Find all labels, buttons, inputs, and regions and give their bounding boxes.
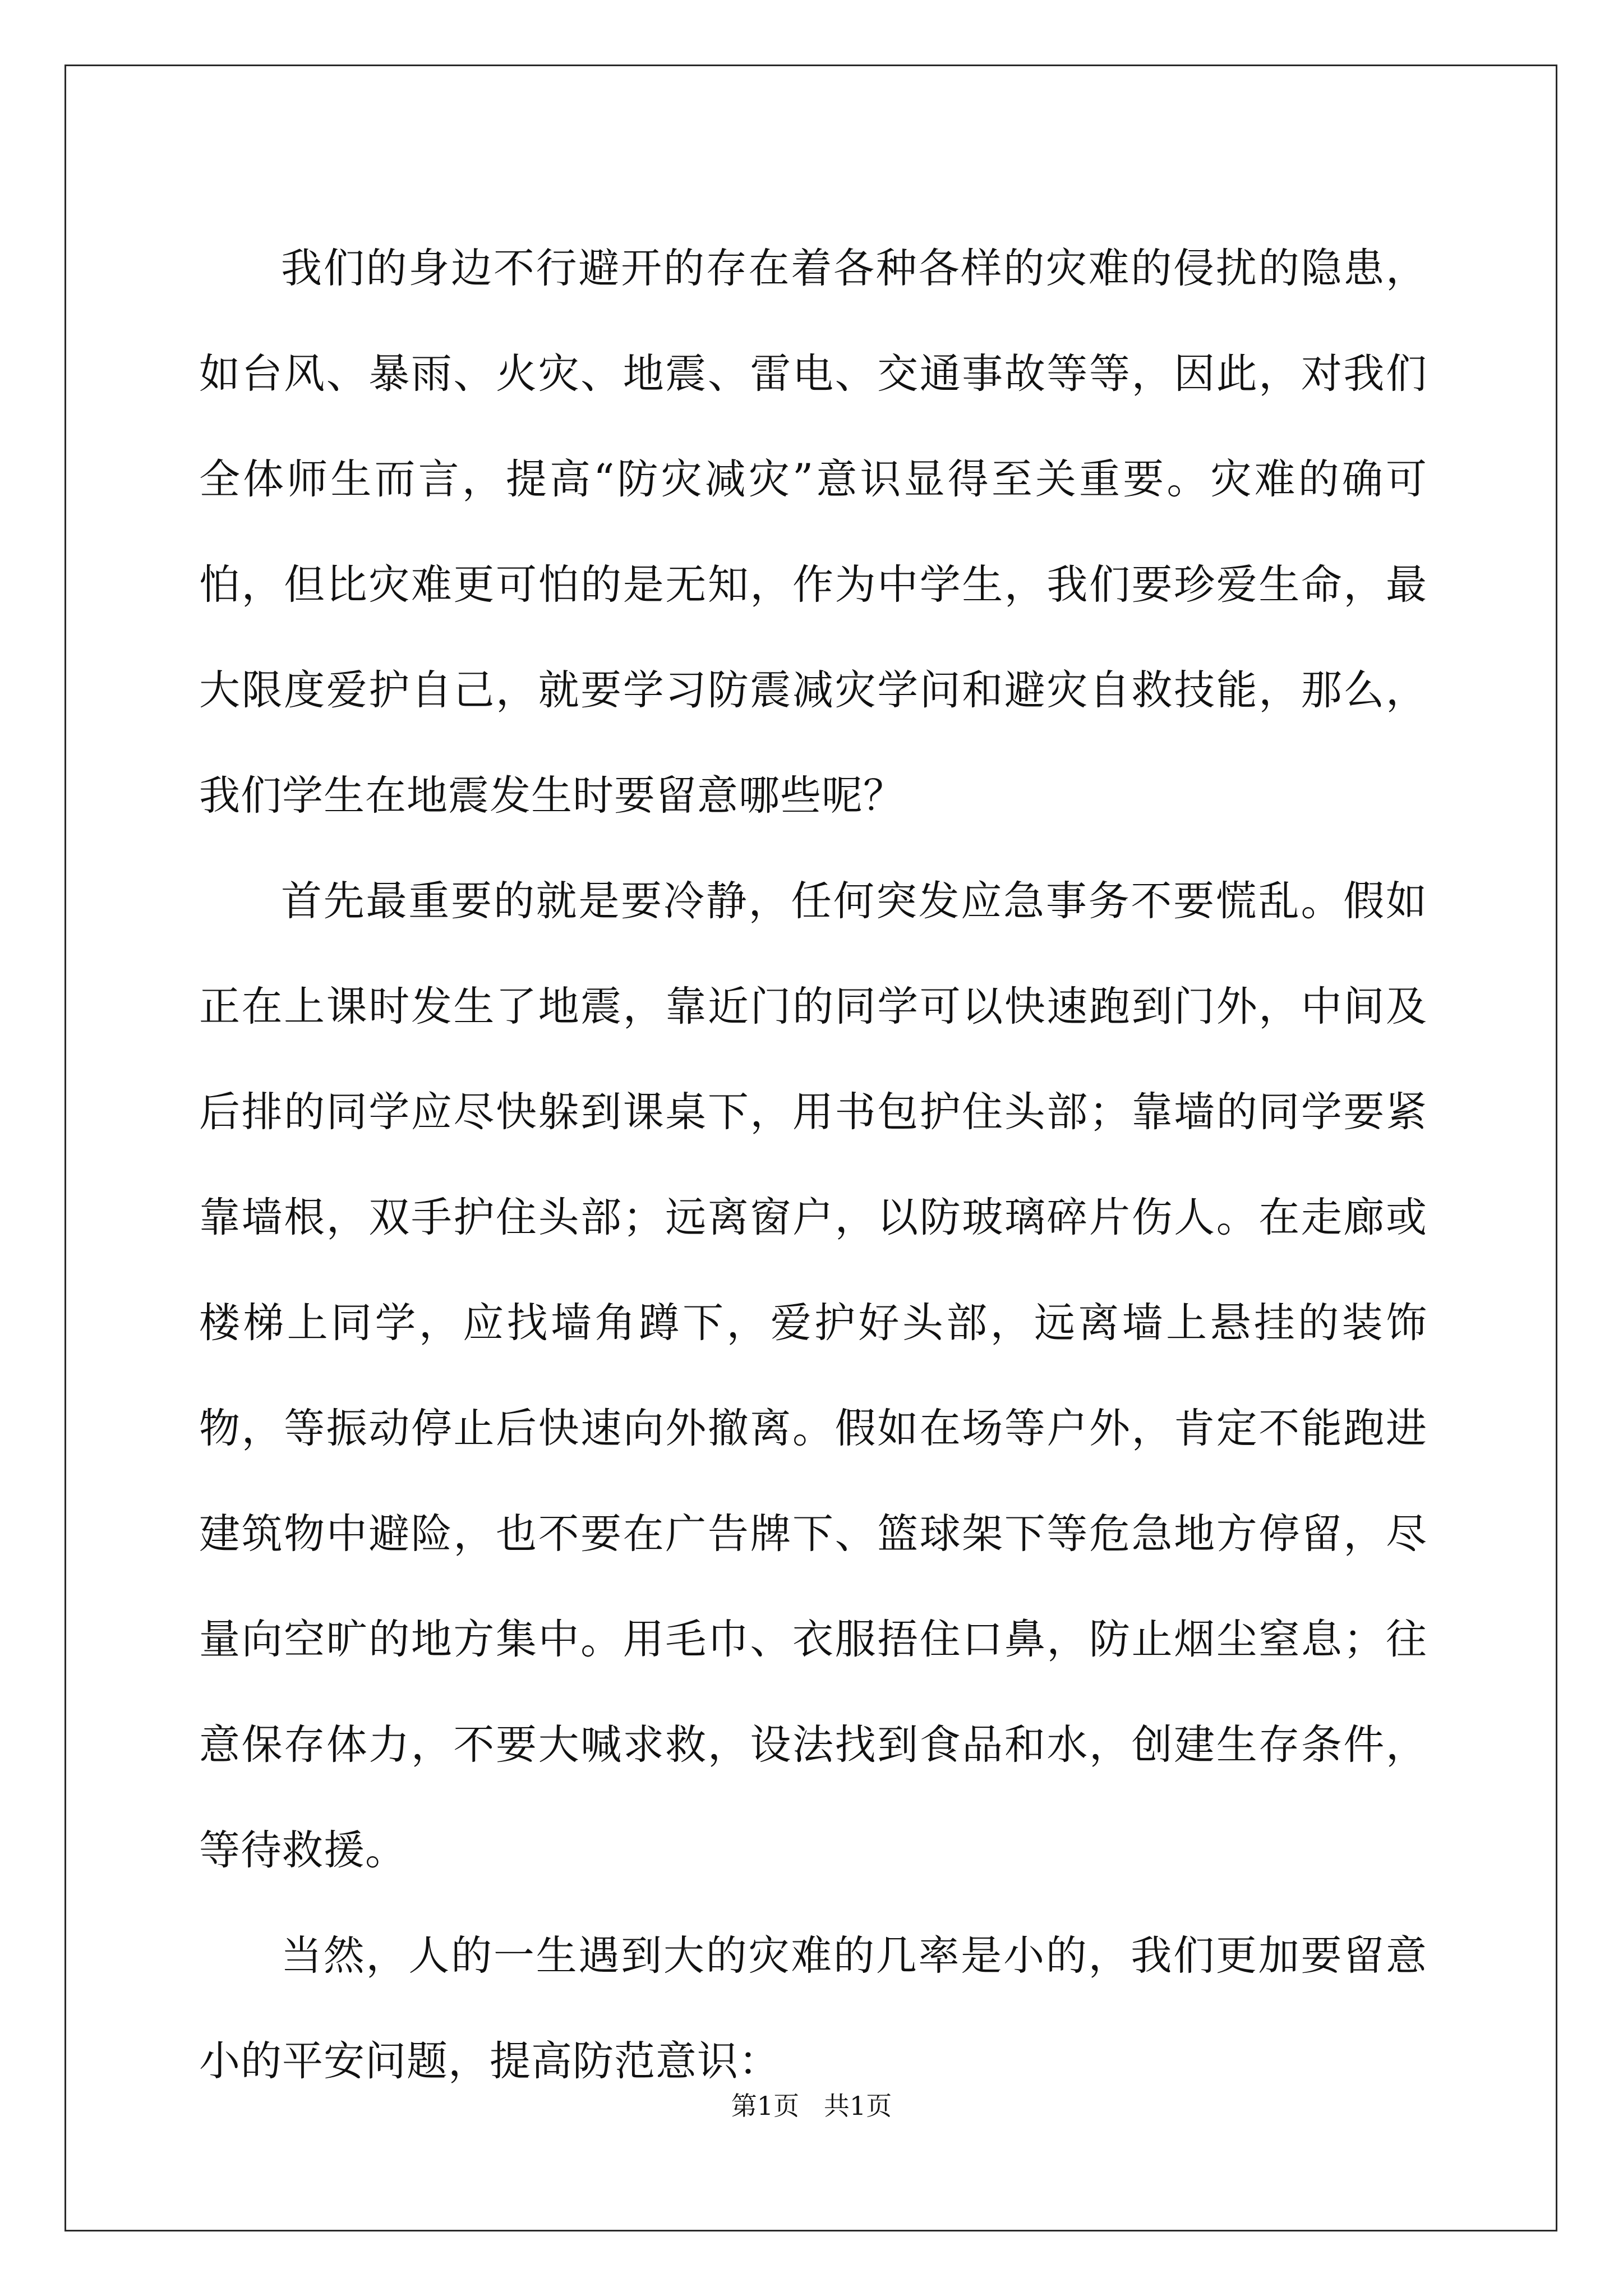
document-body bbox=[199, 216, 1427, 2114]
paragraph-3: 当然，人的一生遇到大的灾难的几率是小的，我们更加要留意小的平安问题，提高防范意识： bbox=[199, 1932, 1427, 2085]
page-footer: 第1页 共1页 bbox=[731, 2091, 892, 2121]
paragraph-1: 我们的身边不行避开的存在着各种各样的灾难的侵扰的隐患，如台风、暴雨、火灾、地震、雷电、交通事故等等，因此，对我们全体师生而言，提高“防灾减灾”意识显得至关重要。灾难的确可怕，但比灾难更可怕的是无知，作为中学生，我们要珍爱生命，最大限度爱护自己，就要学习防震减灾学问和避灾自救技能，那么，我们学生在地震发生时要留意哪些呢？ bbox=[199, 245, 1427, 820]
paragraph-2: 首先最重要的就是要冷静，任何突发应急事务不要慌乱。假如正在上课时发生了地震，靠近门的同学可以快速跑到门外，中间及后排的同学应尽快躲到课桌下，用书包护住头部；靠墙的同学要紧靠墙根，双手护住头部；远离窗户，以防玻璃碎片伤人。在走廊或楼梯上同学，应找墙角蹲下，爱护好头部，远离墙上悬挂的装饰物，等振动停止后快速向外撤离。假如在场等户外，肯定不能跑进建筑物中避险，也不要在广告牌下、篮球架下等危急地方停留，尽量向空旷的地方集中。用毛巾、衣服捂住口鼻，防止烟尘窒息；往意保存体力，不要大喊求救，设法找到食品和水，创建生存条件，等待救援。 bbox=[199, 877, 1427, 1874]
